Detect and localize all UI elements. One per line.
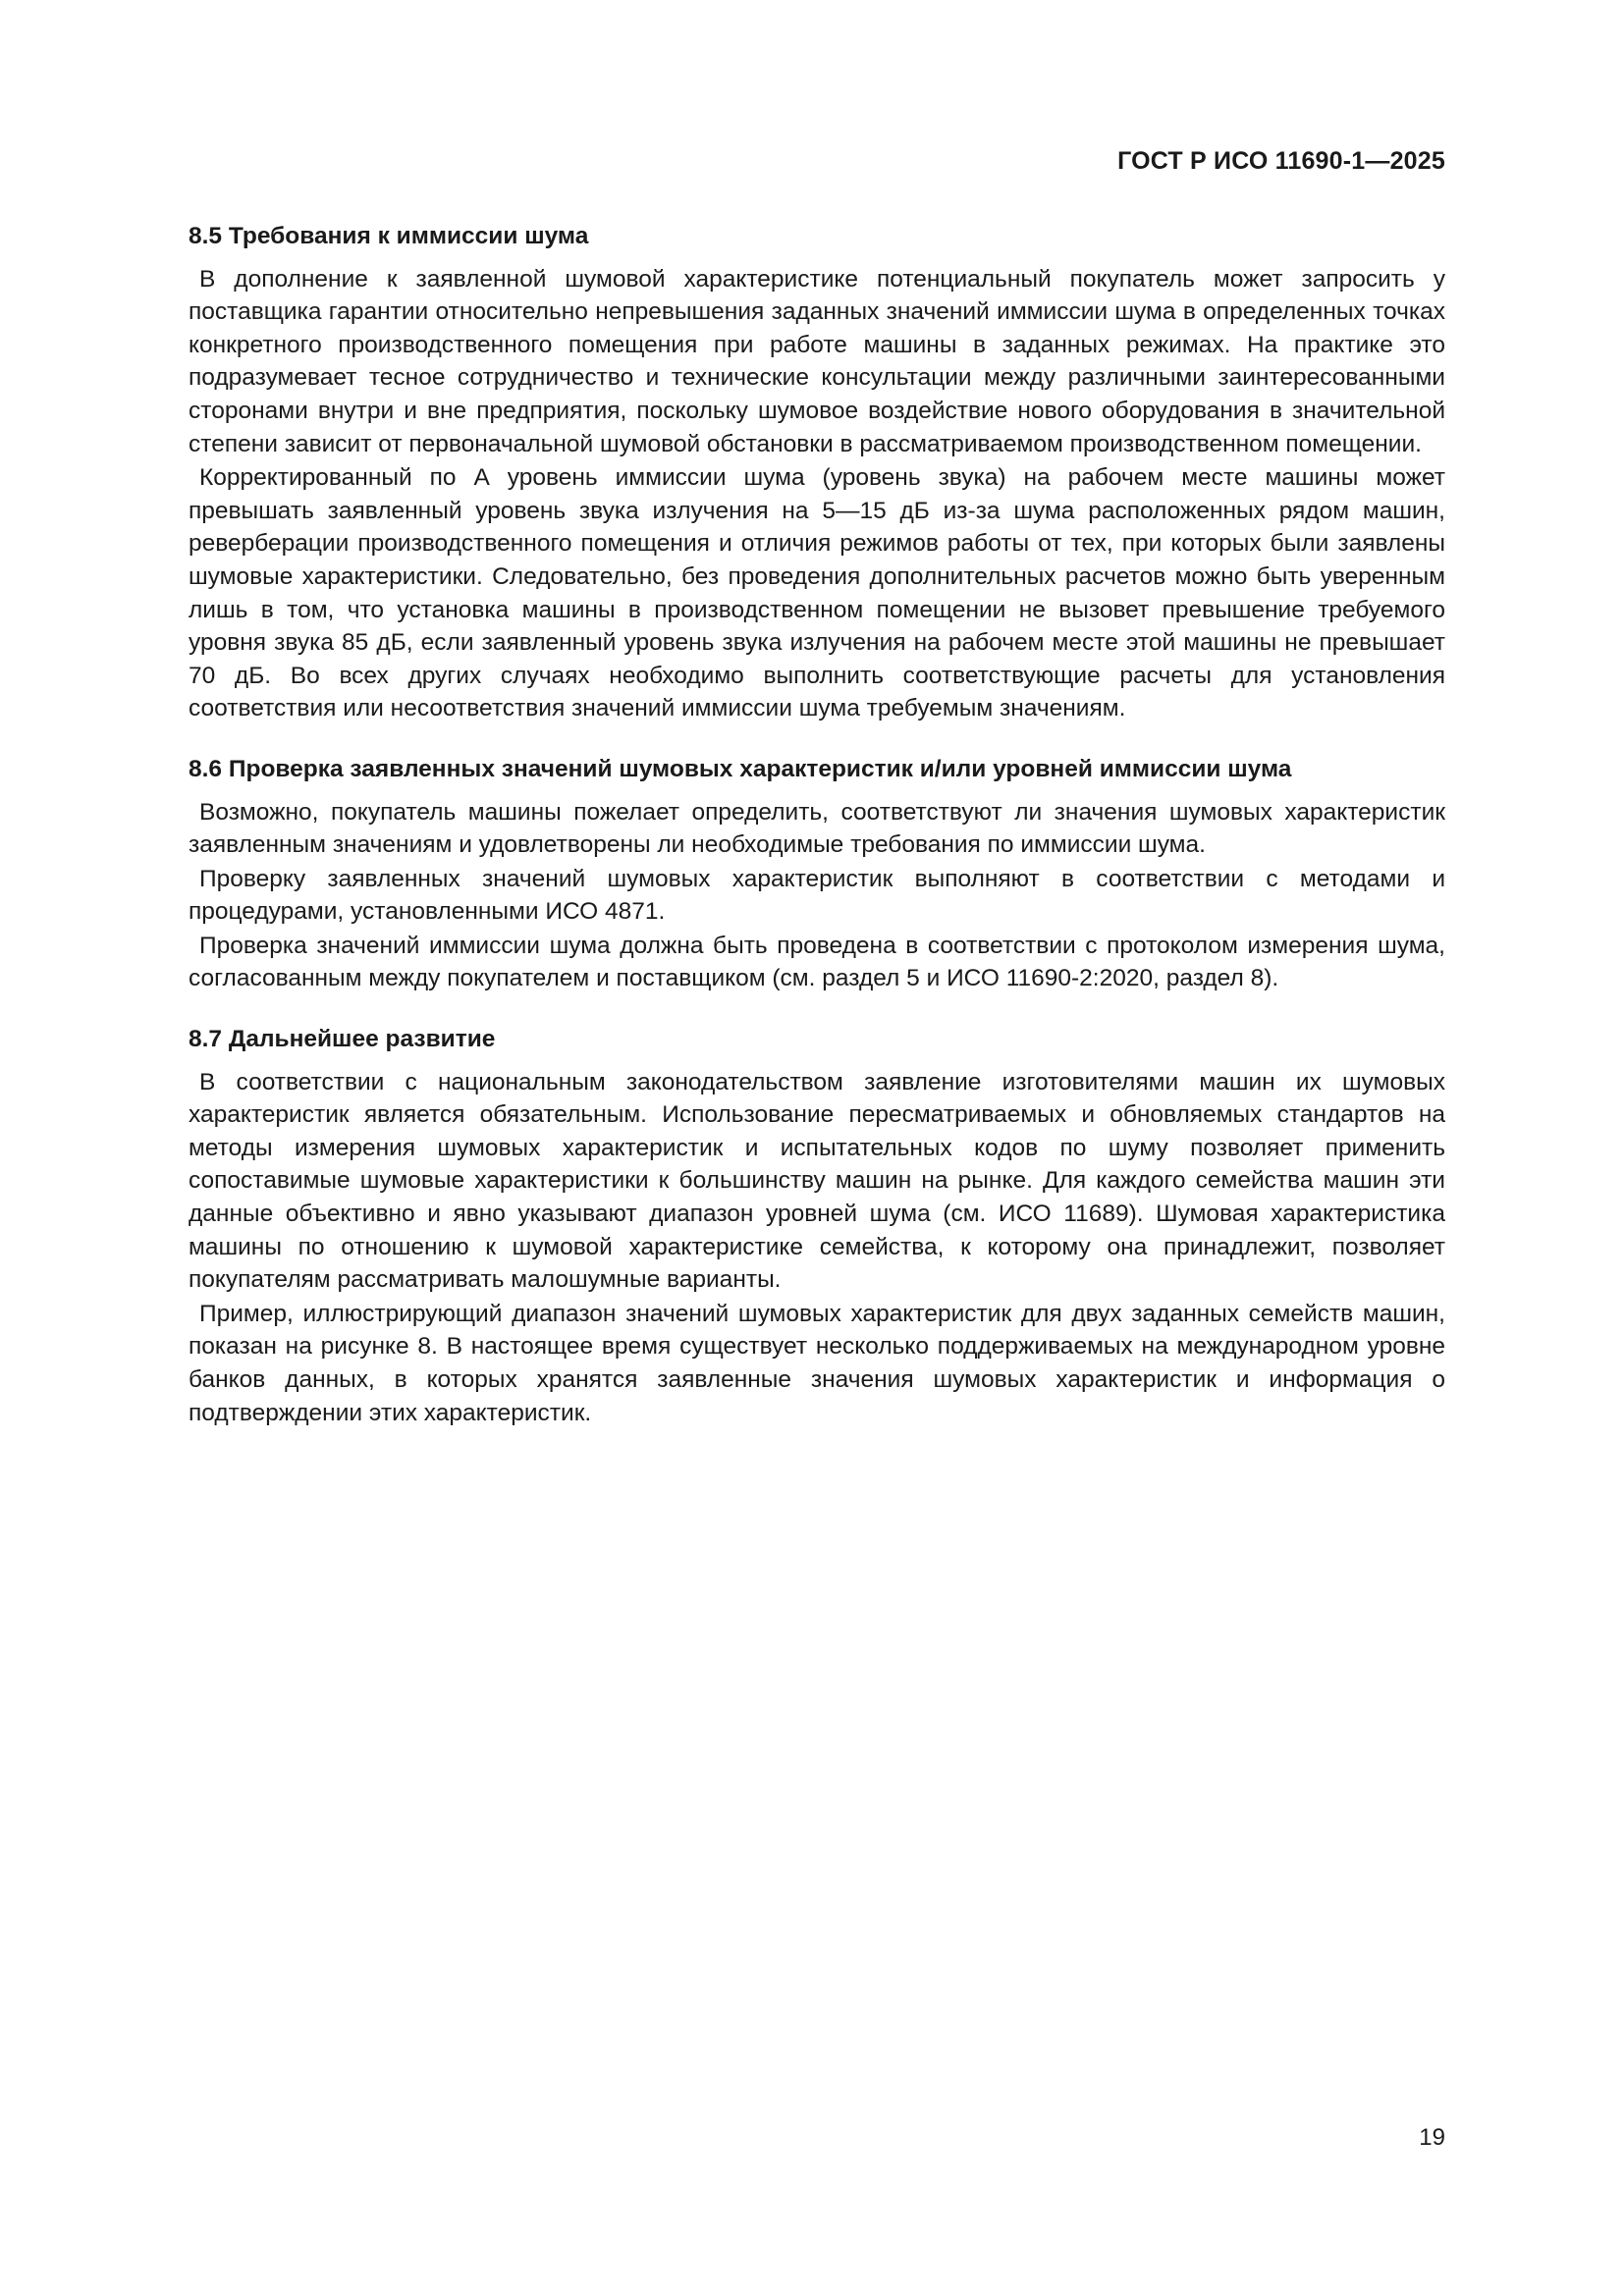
paragraph: Возможно, покупатель машины пожелает определить, соответствуют ли значения шумовых характеристик заявленным значениям и удовлетворены ли необходимые требования по иммиссии шума. [189,798,1445,859]
section-heading: 8.5 Требования к иммиссии шума [189,223,589,249]
section-8-7 [179,1023,1445,1429]
page-number: 19 [1419,2124,1445,2151]
document-body [179,220,1445,1430]
paragraph: Проверку заявленных значений шумовых характеристик выполняют в соответствии с методами и процедурами, установленными ИСО 4871. [189,865,1445,926]
section-heading: 8.7 Дальнейшее развитие [189,1026,496,1053]
paragraph: Корректированный по А уровень иммиссии шума (уровень звука) на рабочем месте машины может превышать заявленный уровень звука излучения на 5—15 дБ из-за шума расположенных рядом машин, реверберации производственного помещения и отличия режимов работы от тех, при которых были заявлены шумовые характеристики. Следовательно, без проведения дополнительных расчетов можно быть уверенным лишь в том, что установка машины в производственном помещении не вызовет превышение требуемого уровня звука 85 дБ, если заявленный уровень звука излучения на рабочем месте этой машины не превышает 70 дБ. Во всех других случаях необходимо выполнить соответствующие расчеты для установления соответствия или несоответствия значений иммиссии шума требуемым значениям. [189,464,1445,722]
section-8-6 [179,753,1445,995]
paragraph: В дополнение к заявленной шумовой характеристике потенциальный покупатель может запросить у поставщика гарантии относительно непревышения заданных значений иммиссии шума в определенных точках конкретного производственного помещения при работе машины в заданных режимах. На практике это подразумевает тесное сотрудничество и технические консультации между различными заинтересованными сторонами внутри и вне предприятия, поскольку шумовое воздействие нового оборудования в значительной степени зависит от первоначальной шумовой обстановки в рассматриваемом производственном помещении. [189,265,1445,457]
paragraph: В соответствии с национальным законодательством заявление изготовителями машин их шумовых характеристик является обязательным. Использование пересматриваемых и обновляемых стандартов на методы измерения шумовых характеристик и испытательных кодов по шуму позволяет применить сопоставимые шумовые характеристики к большинству машин на рынке. Для каждого семейства машин эти данные объективно и явно указывают диапазон уровней шума (см. ИСО 11689). Шумовая характеристика машины по отношению к шумовой характеристике семейства, к которому она принадлежит, позволяет покупателям рассматривать малошумные варианты. [189,1068,1445,1294]
paragraph: Проверка значений иммиссии шума должна быть проведена в соответствии с протоколом измерения шума, согласованным между покупателем и поставщиком (см. раздел 5 и ИСО 11690-2:2020, раздел 8). [189,932,1445,992]
document-code-header: ГОСТ Р ИСО 11690-1—2025 [1117,147,1445,175]
section-heading: 8.6 Проверка заявленных значений шумовых характеристик и/или уровней иммиссии шума [189,755,1292,782]
section-8-5 [179,220,1445,725]
paragraph: Пример, иллюстрирующий диапазон значений шумовых характеристик для двух заданных семейств машин, показан на рисунке 8. В настоящее время существует несколько поддерживаемых на международном уровне банков данных, в которых хранятся заявленные значения шумовых характеристик и информация о подтверждении этих характеристик. [189,1300,1445,1426]
